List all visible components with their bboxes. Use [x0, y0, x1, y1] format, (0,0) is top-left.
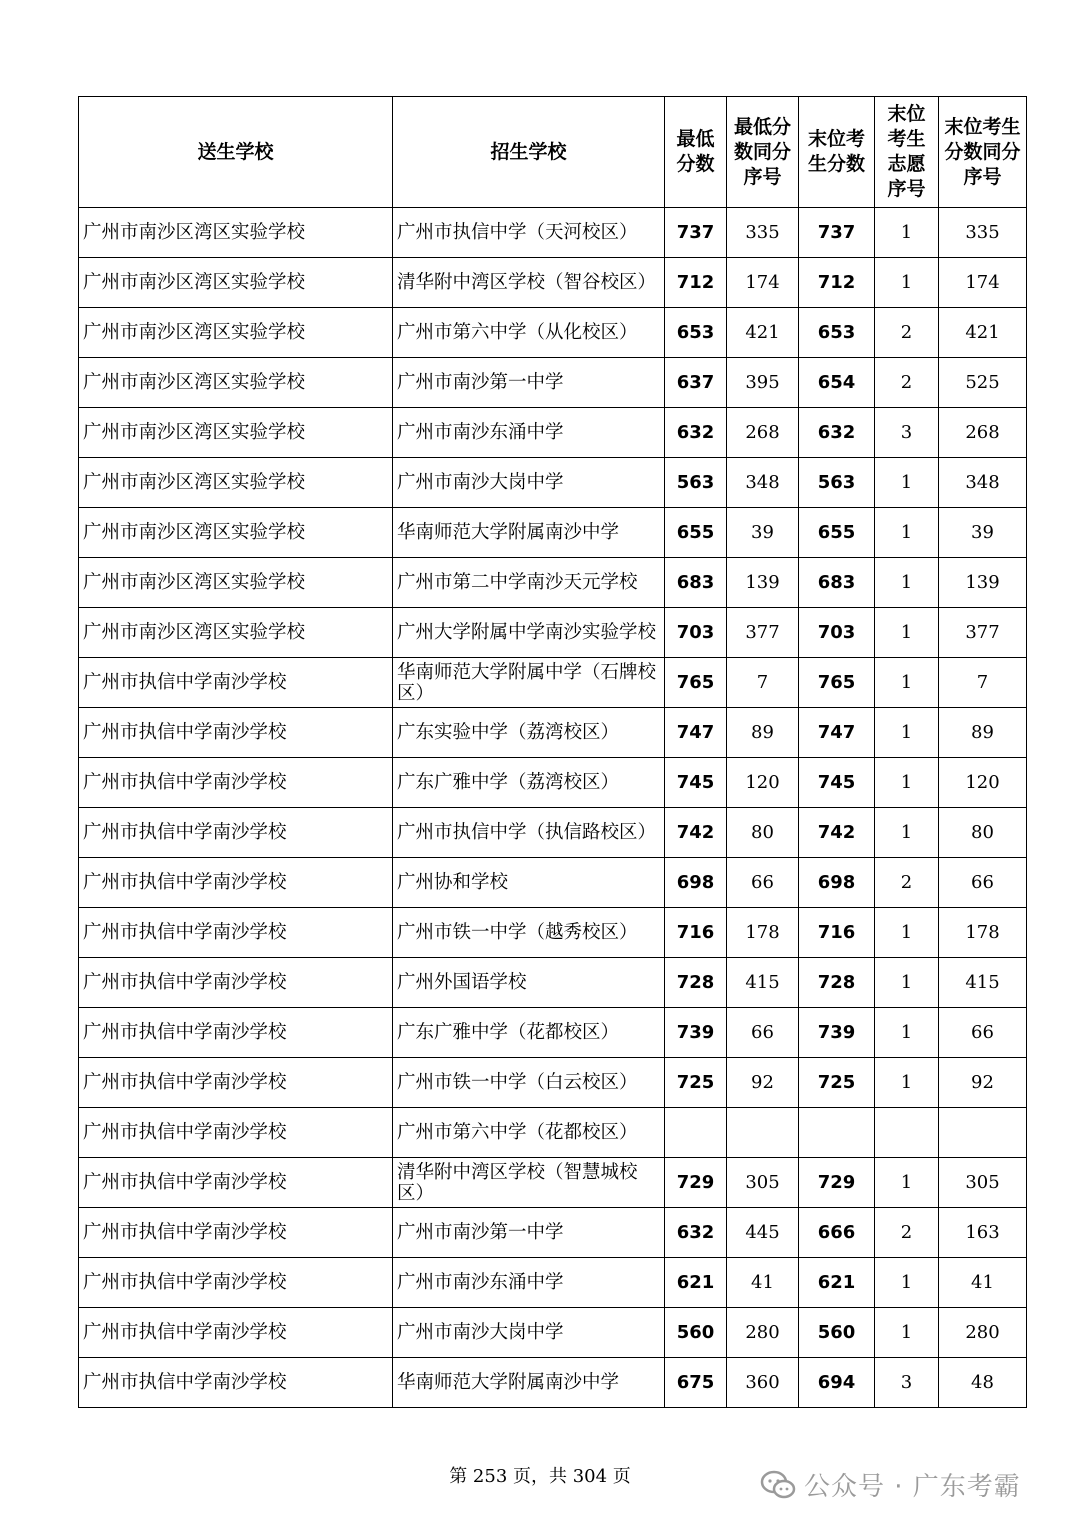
page-footer: 第 253 页，共 304 页 [449, 1466, 631, 1487]
table-row [79, 708, 1027, 758]
score-cell: 268 [727, 408, 799, 458]
score-cell: 621 [799, 1258, 875, 1308]
table-row [79, 758, 1027, 808]
score-cell: 525 [939, 358, 1027, 408]
score-cell: 280 [939, 1308, 1027, 1358]
score-cell: 725 [665, 1058, 727, 1108]
table-row [79, 1008, 1027, 1058]
score-cell: 1 [875, 908, 939, 958]
score-cell: 698 [665, 858, 727, 908]
sending-school-cell: 广州市南沙区湾区实验学校 [79, 408, 393, 458]
column-header: 最低分 数同分 序号 [727, 97, 799, 208]
score-cell: 1 [875, 1058, 939, 1108]
admitting-school-cell: 广东广雅中学（荔湾校区） [393, 758, 665, 808]
admitting-school-cell: 华南师范大学附属中学（石牌校区） [393, 658, 665, 708]
score-cell: 178 [727, 908, 799, 958]
score-cell: 1 [875, 708, 939, 758]
sending-school-cell: 广州市执信中学南沙学校 [79, 708, 393, 758]
score-cell: 280 [727, 1308, 799, 1358]
sending-school-cell: 广州市执信中学南沙学校 [79, 1258, 393, 1308]
score-cell: 737 [665, 208, 727, 258]
column-header: 招生学校 [393, 97, 665, 208]
score-cell: 377 [727, 608, 799, 658]
score-cell: 66 [727, 858, 799, 908]
score-cell [665, 1108, 727, 1158]
score-cell: 632 [799, 408, 875, 458]
score-cell: 729 [665, 1158, 727, 1208]
score-cell: 1 [875, 458, 939, 508]
score-cell: 653 [665, 308, 727, 358]
score-cell: 729 [799, 1158, 875, 1208]
score-cell: 80 [939, 808, 1027, 858]
score-cell: 632 [665, 1208, 727, 1258]
sending-school-cell: 广州市南沙区湾区实验学校 [79, 608, 393, 658]
score-cell: 39 [939, 508, 1027, 558]
score-cell: 739 [799, 1008, 875, 1058]
admitting-school-cell: 广州市铁一中学（白云校区） [393, 1058, 665, 1108]
score-cell: 348 [939, 458, 1027, 508]
sending-school-cell: 广州市南沙区湾区实验学校 [79, 558, 393, 608]
table-row [79, 1158, 1027, 1208]
admission-table [78, 96, 1027, 1408]
score-cell: 725 [799, 1058, 875, 1108]
sending-school-cell: 广州市执信中学南沙学校 [79, 1358, 393, 1408]
table-row [79, 408, 1027, 458]
score-cell: 120 [939, 758, 1027, 808]
score-cell: 41 [939, 1258, 1027, 1308]
sending-school-cell: 广州市南沙区湾区实验学校 [79, 508, 393, 558]
score-cell: 737 [799, 208, 875, 258]
score-cell: 1 [875, 1158, 939, 1208]
score-cell: 745 [665, 758, 727, 808]
score-cell: 66 [939, 858, 1027, 908]
table-row [79, 508, 1027, 558]
admitting-school-cell: 广州市南沙大岗中学 [393, 1308, 665, 1358]
table-row [79, 1058, 1027, 1108]
score-cell: 745 [799, 758, 875, 808]
admitting-school-cell: 广州市南沙第一中学 [393, 1208, 665, 1258]
sending-school-cell: 广州市执信中学南沙学校 [79, 808, 393, 858]
sending-school-cell: 广州市执信中学南沙学校 [79, 658, 393, 708]
score-cell: 163 [939, 1208, 1027, 1258]
score-cell: 728 [665, 958, 727, 1008]
score-cell: 3 [875, 1358, 939, 1408]
score-cell: 563 [665, 458, 727, 508]
admitting-school-cell: 广州市南沙第一中学 [393, 358, 665, 408]
score-cell: 335 [939, 208, 1027, 258]
score-cell: 683 [665, 558, 727, 608]
score-cell: 742 [799, 808, 875, 858]
sending-school-cell: 广州市执信中学南沙学校 [79, 858, 393, 908]
sending-school-cell: 广州市执信中学南沙学校 [79, 1058, 393, 1108]
score-cell: 335 [727, 208, 799, 258]
score-cell: 48 [939, 1358, 1027, 1408]
table-row [79, 558, 1027, 608]
score-cell: 683 [799, 558, 875, 608]
admitting-school-cell: 华南师范大学附属南沙中学 [393, 508, 665, 558]
score-cell: 415 [939, 958, 1027, 1008]
admitting-school-cell: 清华附中湾区学校（智谷校区） [393, 258, 665, 308]
score-cell: 2 [875, 858, 939, 908]
admitting-school-cell: 广州协和学校 [393, 858, 665, 908]
column-header: 送生学校 [79, 97, 393, 208]
score-cell: 653 [799, 308, 875, 358]
score-cell: 1 [875, 558, 939, 608]
score-cell: 89 [727, 708, 799, 758]
score-cell: 765 [799, 658, 875, 708]
table-row [79, 258, 1027, 308]
table-row [79, 1258, 1027, 1308]
score-cell: 1 [875, 958, 939, 1008]
score-cell: 2 [875, 1208, 939, 1258]
score-cell: 703 [799, 608, 875, 658]
score-cell: 2 [875, 358, 939, 408]
sending-school-cell: 广州市南沙区湾区实验学校 [79, 258, 393, 308]
column-header: 末位考 生分数 [799, 97, 875, 208]
table-row [79, 1308, 1027, 1358]
table-row [79, 458, 1027, 508]
score-cell: 747 [799, 708, 875, 758]
watermark [760, 1466, 1021, 1503]
admitting-school-cell: 广州市南沙东涌中学 [393, 1258, 665, 1308]
score-cell: 698 [799, 858, 875, 908]
score-cell: 1 [875, 1308, 939, 1358]
score-cell: 3 [875, 408, 939, 458]
admitting-school-cell: 广州外国语学校 [393, 958, 665, 1008]
sending-school-cell: 广州市南沙区湾区实验学校 [79, 458, 393, 508]
score-cell: 1 [875, 258, 939, 308]
sending-school-cell: 广州市南沙区湾区实验学校 [79, 358, 393, 408]
score-cell: 560 [665, 1308, 727, 1358]
score-cell: 66 [939, 1008, 1027, 1058]
score-cell: 716 [799, 908, 875, 958]
score-cell [727, 1108, 799, 1158]
score-cell: 395 [727, 358, 799, 408]
table-body [79, 208, 1027, 1408]
column-header: 末位考生 分数同分 序号 [939, 97, 1027, 208]
sending-school-cell: 广州市执信中学南沙学校 [79, 1308, 393, 1358]
score-cell: 421 [727, 308, 799, 358]
score-cell: 655 [665, 508, 727, 558]
score-cell: 716 [665, 908, 727, 958]
table-row [79, 908, 1027, 958]
score-cell: 560 [799, 1308, 875, 1358]
score-cell: 712 [799, 258, 875, 308]
score-cell: 174 [727, 258, 799, 308]
score-cell: 1 [875, 208, 939, 258]
score-cell: 174 [939, 258, 1027, 308]
admitting-school-cell: 广州市南沙大岗中学 [393, 458, 665, 508]
table-row [79, 808, 1027, 858]
score-cell: 92 [939, 1058, 1027, 1108]
score-cell: 268 [939, 408, 1027, 458]
admitting-school-cell: 广州市南沙东涌中学 [393, 408, 665, 458]
score-cell: 89 [939, 708, 1027, 758]
admitting-school-cell: 广州市铁一中学（越秀校区） [393, 908, 665, 958]
score-cell: 694 [799, 1358, 875, 1408]
sending-school-cell: 广州市执信中学南沙学校 [79, 1008, 393, 1058]
score-cell: 421 [939, 308, 1027, 358]
score-cell: 415 [727, 958, 799, 1008]
score-cell: 742 [665, 808, 727, 858]
score-cell: 654 [799, 358, 875, 408]
score-cell: 92 [727, 1058, 799, 1108]
score-cell: 39 [727, 508, 799, 558]
score-cell: 2 [875, 308, 939, 358]
score-cell: 765 [665, 658, 727, 708]
score-cell: 675 [665, 1358, 727, 1408]
score-cell: 360 [727, 1358, 799, 1408]
table-row [79, 308, 1027, 358]
score-cell: 1 [875, 1008, 939, 1058]
column-header: 最低 分数 [665, 97, 727, 208]
sending-school-cell: 广州市执信中学南沙学校 [79, 1158, 393, 1208]
sending-school-cell: 广州市执信中学南沙学校 [79, 958, 393, 1008]
table-row [79, 1108, 1027, 1158]
score-cell [939, 1108, 1027, 1158]
score-cell: 655 [799, 508, 875, 558]
score-cell: 348 [727, 458, 799, 508]
score-cell: 1 [875, 658, 939, 708]
admitting-school-cell: 广州市第六中学（从化校区） [393, 308, 665, 358]
score-cell: 621 [665, 1258, 727, 1308]
table-row [79, 608, 1027, 658]
sending-school-cell: 广州市执信中学南沙学校 [79, 758, 393, 808]
table-row [79, 1208, 1027, 1258]
score-cell: 445 [727, 1208, 799, 1258]
score-cell: 637 [665, 358, 727, 408]
sending-school-cell: 广州市执信中学南沙学校 [79, 1208, 393, 1258]
score-cell: 41 [727, 1258, 799, 1308]
admitting-school-cell: 广东实验中学（荔湾校区） [393, 708, 665, 758]
admitting-school-cell: 广州市执信中学（执信路校区） [393, 808, 665, 858]
table-row [79, 1358, 1027, 1408]
score-cell: 139 [727, 558, 799, 608]
score-cell: 747 [665, 708, 727, 758]
score-cell: 377 [939, 608, 1027, 658]
admitting-school-cell: 广州市第二中学南沙天元学校 [393, 558, 665, 608]
table-row [79, 858, 1027, 908]
table-row [79, 958, 1027, 1008]
score-cell: 7 [939, 658, 1027, 708]
table-row [79, 358, 1027, 408]
table-row [79, 658, 1027, 708]
table-header [79, 97, 1027, 208]
score-cell: 739 [665, 1008, 727, 1058]
watermark-text: 公众号 · 广东考霸 [804, 1472, 1021, 1502]
score-cell: 728 [799, 958, 875, 1008]
score-cell: 563 [799, 458, 875, 508]
column-header: 末位 考生 志愿 序号 [875, 97, 939, 208]
score-cell: 1 [875, 1258, 939, 1308]
wechat-icon [760, 1470, 796, 1500]
admitting-school-cell: 清华附中湾区学校（智慧城校区） [393, 1158, 665, 1208]
admitting-school-cell: 广州大学附属中学南沙实验学校 [393, 608, 665, 658]
score-cell: 1 [875, 508, 939, 558]
score-cell: 139 [939, 558, 1027, 608]
score-cell: 120 [727, 758, 799, 808]
score-cell: 1 [875, 808, 939, 858]
sending-school-cell: 广州市南沙区湾区实验学校 [79, 308, 393, 358]
score-cell: 66 [727, 1008, 799, 1058]
sending-school-cell: 广州市南沙区湾区实验学校 [79, 208, 393, 258]
score-cell: 1 [875, 758, 939, 808]
sending-school-cell: 广州市执信中学南沙学校 [79, 908, 393, 958]
admitting-school-cell: 广东广雅中学（花都校区） [393, 1008, 665, 1058]
score-cell [875, 1108, 939, 1158]
score-cell: 703 [665, 608, 727, 658]
score-cell: 305 [727, 1158, 799, 1208]
score-cell: 178 [939, 908, 1027, 958]
admitting-school-cell: 广州市执信中学（天河校区） [393, 208, 665, 258]
admitting-school-cell: 广州市第六中学（花都校区） [393, 1108, 665, 1158]
score-cell: 80 [727, 808, 799, 858]
score-cell: 305 [939, 1158, 1027, 1208]
score-cell: 7 [727, 658, 799, 708]
score-cell: 666 [799, 1208, 875, 1258]
score-cell [799, 1108, 875, 1158]
score-cell: 1 [875, 608, 939, 658]
sending-school-cell: 广州市执信中学南沙学校 [79, 1108, 393, 1158]
score-cell: 632 [665, 408, 727, 458]
table-row [79, 208, 1027, 258]
score-cell: 712 [665, 258, 727, 308]
admitting-school-cell: 华南师范大学附属南沙中学 [393, 1358, 665, 1408]
